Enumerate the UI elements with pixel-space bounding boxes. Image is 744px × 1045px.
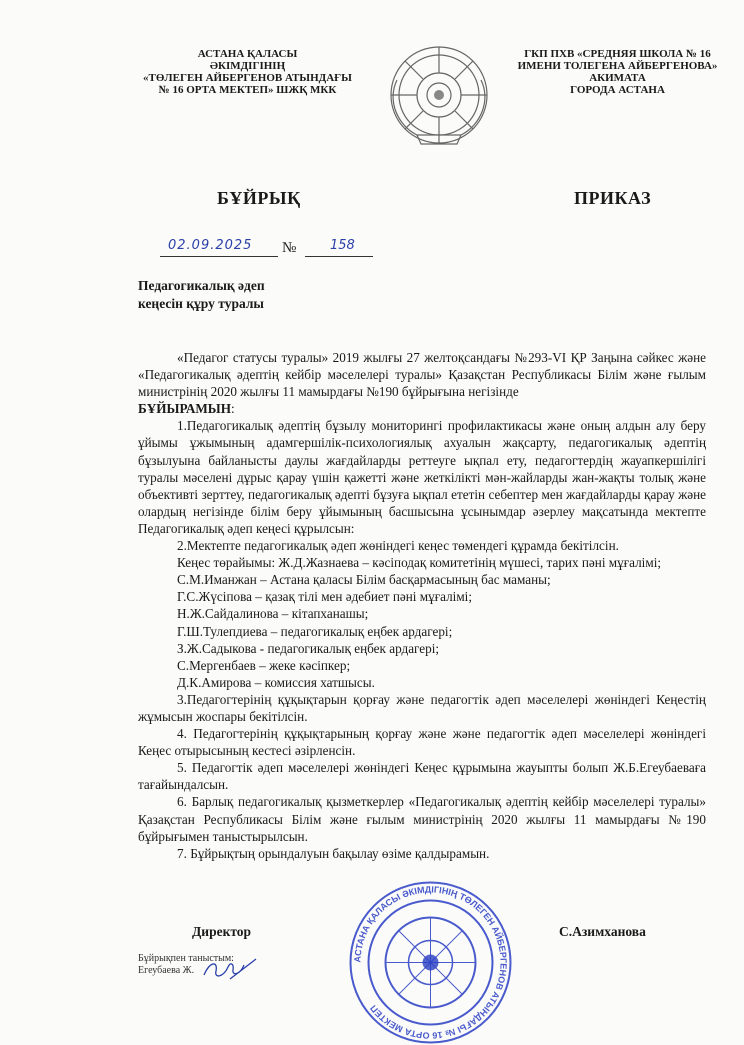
order-date-number	[160, 236, 420, 260]
header-ru-line: АКИМАТА	[589, 72, 646, 84]
item-6: 6. Барлық педагогикалық қызметкерлер «Педагогикалық әдептің кейбір мәселелері туралы» Қазақстан Республикасы Білім және ғылым министрінің 2020 жылғы 11 мамырдағы №190 бұйрығымен таныстырылсын.	[138, 794, 706, 844]
signature-role: Директор	[192, 924, 252, 939]
handwritten-signature-icon	[200, 953, 260, 983]
item-1: 1.Педагогикалық әдептің бұзылу мониторингі профилактикасы және оның алдын алу беру ұйымы ұжымының адамгершілік-психологиялық ахуалын жақсарту, педагогикалық әдептің бұзылуына байланысты даулы жағдайларды реттеуге ықпал ету, педагогтердің жауапкершілігі туралы мәселені дұрыс қарау үшін қажетті және жеткілікті мән-жайларды жан-жақты толық және объективті зерттеу, педагогикалық әдепті бұзуға ықпал ететін себептер мен жағдайларды қарау және олардың негізінде білім беру ұйымының басшысына ұсынымдар әзерлеу мақсатында мектепте Педагогикалық әдеп кеңесі құрылсын:	[138, 418, 706, 536]
order-body	[138, 349, 706, 862]
member-item: Г.Ш.Тулепдиева – педагогикалық еңбек ардагері;	[177, 623, 453, 639]
item-2: 2.Мектепте педагогикалық әдеп жөніндегі кеңес төмендегі құрамда бекітілсін.	[177, 538, 619, 554]
member-item: С.Мергенбаев – жеке кәсіпкер;	[177, 657, 351, 673]
item-3: 3.Педагогтерінің құқықтарын қорғау және педагогтік әдеп мәселелері жөніндегі Кеңестің жұмысын жоспары бекітілсін.	[138, 691, 706, 724]
order-date: 02.09.2025	[168, 238, 253, 253]
number-underline	[305, 256, 373, 257]
signature-name: С.Азимханова	[559, 924, 646, 939]
member-item: С.М.Иманжан – Астана қаласы Білім басқармасының бас маманы;	[177, 572, 551, 588]
decree-word: БҰЙЫРАМЫН	[138, 401, 231, 417]
subject-line: кеңесін құру туралы	[138, 296, 264, 311]
date-underline	[160, 256, 278, 257]
item-7: 7. Бұйрықтың орындалуын бақылау өзіме қалдырамын.	[177, 845, 490, 861]
order-subject	[138, 277, 265, 313]
intro-paragraph	[138, 349, 706, 417]
decree-colon: :	[231, 401, 235, 417]
header-kz	[140, 48, 355, 96]
member-item: Н.Ж.Сайдалинова – кітапханашы;	[177, 606, 369, 622]
subject-line: Педагогикалық әдеп	[138, 278, 265, 293]
item-5: 5. Педагогтік әдеп мәселелері жөніндегі Кеңес құрымына жауыпты болып Ж.Б.Егеубаеваға тағайындалсын.	[138, 760, 706, 793]
number-sign: №	[282, 240, 297, 256]
header-kz-line: «ТӨЛЕГЕН АЙБЕРГЕНОВ АТЫНДАҒЫ	[143, 72, 352, 84]
header-kz-line: ӘКІМДІГІНІҢ	[209, 60, 286, 72]
item-4: 4. Педагогтерінің құқықтарының қорғау және және педагогтік әдеп мәселелері жөніндегі Кеңес отырысының кестесі әзірленсін.	[138, 726, 706, 759]
header-kz-line: № 16 ОРТА МЕКТЕП» ШЖҚ МКК	[158, 84, 337, 96]
intro-text: «Педагог статусы туралы» 2019 жылғы 27 желтоқсандағы №293-VI ҚР Заңына сәйкес және «Педагогикалық әдептің кейбір мәселелері туралы» Қазақстан Республикасы Білім және ғылым министрінің 2020 жылғы 11 мамырдағы №190 бұйрығына негізінде	[138, 350, 706, 400]
header-ru	[510, 48, 725, 96]
order-number: 158	[330, 238, 355, 253]
title-ru: ПРИКАЗ	[574, 188, 652, 208]
member-item: Д.К.Амирова – комиссия хатшысы.	[177, 674, 375, 690]
header-ru-line: ИМЕНИ ТОЛЕГЕНА АЙБЕРГЕНОВА»	[517, 60, 718, 72]
state-emblem-icon	[387, 40, 492, 150]
seal-lettering: АСТАНА ҚАЛАСЫ ӘКІМДІГІНІҢ ТӨЛЕГЕН АЙБЕРГЕНОВ АТЫНДАҒЫ № 16 ОРТА МЕКТЕП	[352, 884, 509, 1041]
member-item: З.Ж.Садыкова - педагогикалық еңбек ардагері;	[177, 640, 440, 656]
header-ru-line: ГОРОДА АСТАНА	[570, 84, 665, 96]
council-chair: Кеңес төрайымы: Ж.Д.Жазнаева – кәсіподақ комитетінің мүшесі, тарих пәні мұғалімі;	[177, 555, 662, 571]
acknowledgement-person: Егеубаева Ж.	[138, 965, 195, 976]
official-seal-icon	[348, 880, 513, 1045]
header-ru-line: ГКП ПХВ «СРЕДНЯЯ ШКОЛА № 16	[524, 48, 711, 60]
acknowledgement-label: Бұйрықпен таныстым:	[138, 953, 234, 964]
title-kz: БҰЙРЫҚ	[217, 188, 301, 208]
header-kz-line: АСТАНА ҚАЛАСЫ	[197, 48, 298, 60]
member-item: Г.С.Жүсіпова – қазақ тілі мен әдебиет пәні мұғалімі;	[177, 589, 473, 605]
